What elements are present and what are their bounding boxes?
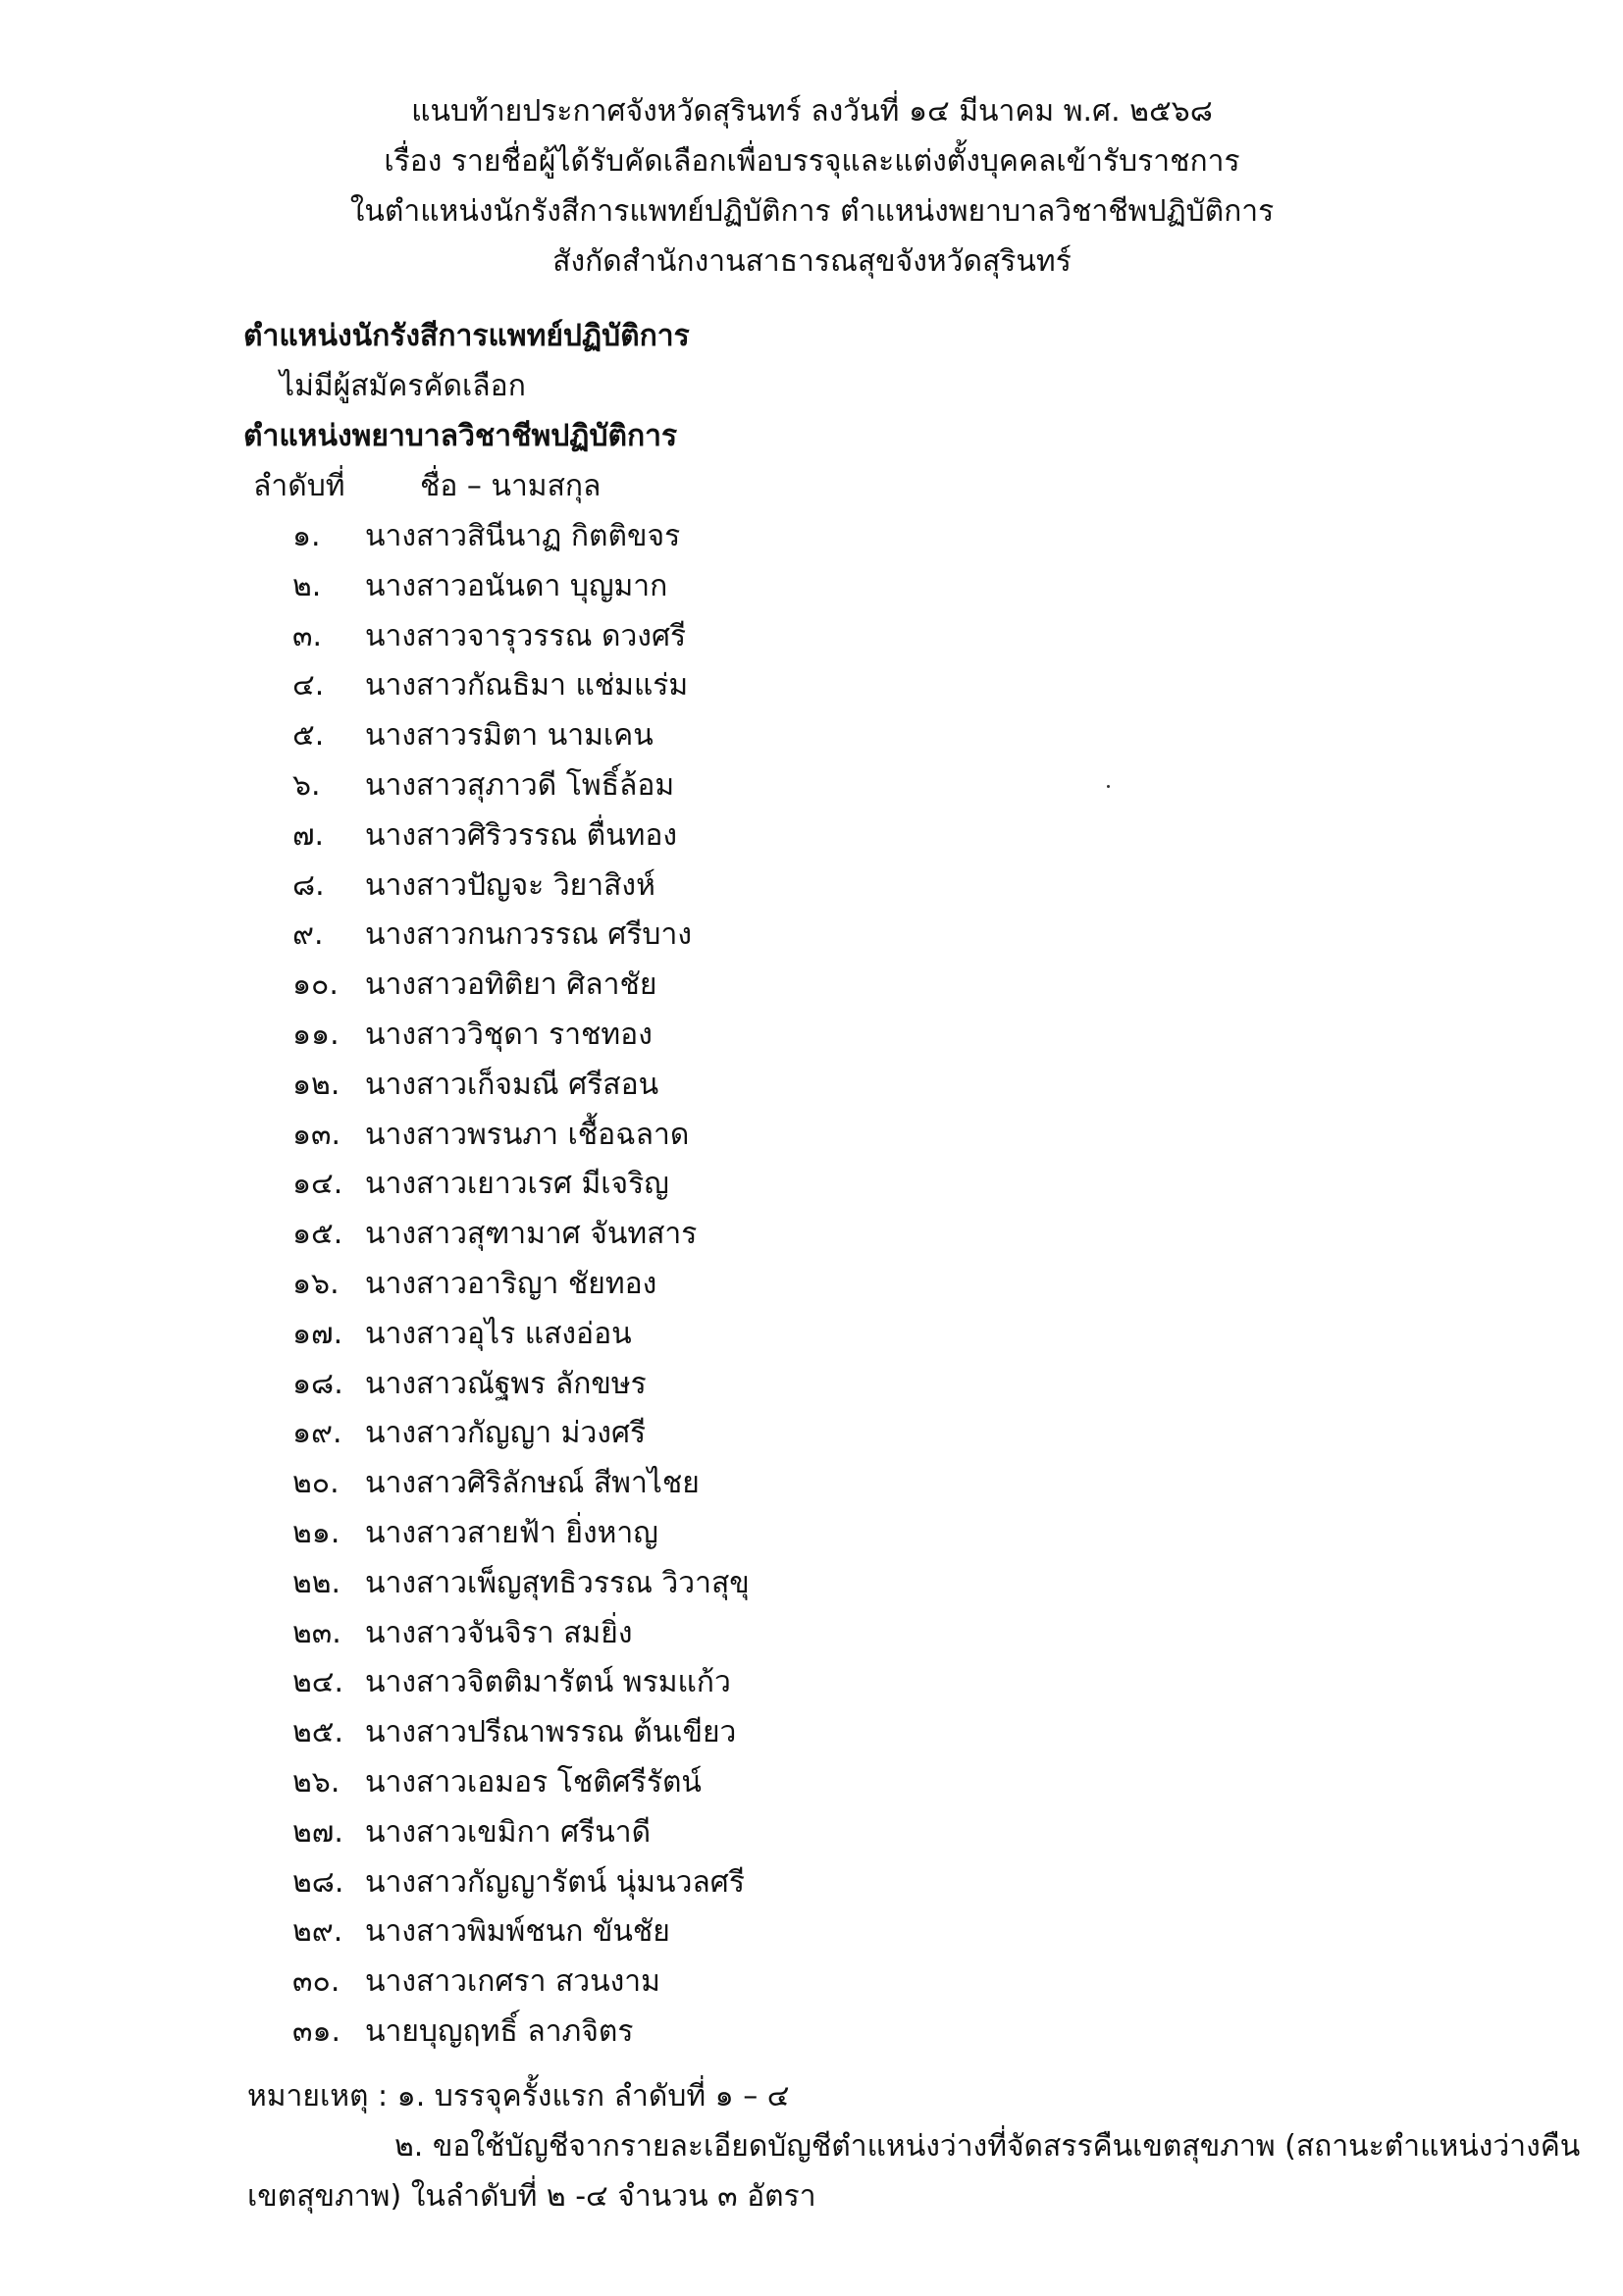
list-item — [0, 1514, 1623, 1564]
header-line-agency: สังกัดสำนักงานสาธารณสุขจังหวัดสุรินทร์ — [552, 244, 1072, 279]
list-item — [0, 866, 1623, 916]
list-item-name: นางสาวเขมิกา ศรีนาดี — [365, 1814, 652, 1850]
list-item-name: นางสาวอนันดา บุญมาก — [365, 568, 668, 603]
list-item-number: ๑๐. — [292, 967, 339, 1003]
list-item-number: ๑๖. — [292, 1266, 340, 1301]
list-item-number: ๒๖. — [292, 1764, 340, 1800]
list-item-name: นางสาวจันจิรา สมยิ่ง — [365, 1615, 633, 1650]
list-item-name: นางสาวจิตติมารัตน์ พรมแก้ว — [365, 1665, 731, 1700]
list-item-name: นางสาวปรีณาพรรณ ต้นเขียว — [365, 1715, 737, 1750]
list-item — [0, 617, 1623, 667]
list-item — [0, 517, 1623, 567]
list-item-number: ๑๕. — [292, 1217, 343, 1252]
list-item-number: ๓. — [292, 618, 323, 653]
column-header-order: ลำดับที่ — [253, 469, 345, 503]
list-item-number: ๑๓. — [292, 1117, 341, 1152]
list-item-name: นางสาวกัณธิมา แช่มแร่ม — [365, 668, 689, 704]
list-item-name: นางสาวรมิตา นามเคน — [365, 718, 654, 754]
list-item-name: นางสาวเก็จมณี ศรีสอน — [365, 1067, 659, 1102]
list-item — [0, 1265, 1623, 1315]
list-item-name: นางสาวกัญญา ม่วงศรี — [365, 1416, 647, 1451]
list-item — [0, 1165, 1623, 1215]
list-item — [0, 1713, 1623, 1763]
list-item-name: นางสาวเพ็ญสุทธิวรรณ วิวาสุขุ — [365, 1565, 750, 1600]
list-item-number: ๒๕. — [292, 1715, 344, 1750]
list-item-name: นายบุญฤทธิ์ ลาภจิตร — [365, 2013, 634, 2049]
list-item — [0, 567, 1623, 617]
list-item-number: ๑. — [292, 519, 321, 553]
remarks-line-1: หมายเหตุ : ๑. บรรจุครั้งแรก ลำดับที่ ๑ – ๔ — [247, 2079, 790, 2113]
list-item-name: นางสาวกัญญารัตน์ นุ่มนวลศรี — [365, 1864, 745, 1900]
list-item — [0, 816, 1623, 866]
list-item-name: นางสาวอาริญา ชัยทอง — [365, 1266, 657, 1301]
list-item-name: นางสาวสินีนาฏ กิตติขจร — [365, 519, 681, 553]
list-item — [0, 1564, 1623, 1614]
list-item-number: ๒๙. — [292, 1914, 343, 1950]
list-item — [0, 1863, 1623, 1913]
section-radiology-title: ตำแหน่งนักรังสีการแพทย์ปฏิบัติการ — [243, 319, 690, 353]
header-line-positions: ในตำแหน่งนักรังสีการแพทย์ปฏิบัติการ ตำแหน่งพยาบาลวิชาชีพปฏิบัติการ — [349, 194, 1275, 229]
list-item — [0, 915, 1623, 965]
list-item-name: นางสาวจารุวรรณ ดวงศรี — [365, 618, 687, 653]
list-item-name: นางสาวเอมอร โชติศรีรัตน์ — [365, 1764, 702, 1800]
list-item-name: นางสาวสายฟ้า ยิ่งหาญ — [365, 1515, 658, 1550]
list-item-number: ๘. — [292, 867, 325, 903]
list-item-name: นางสาวณัฐพร ลักขษร — [365, 1366, 647, 1401]
list-item-number: ๑๔. — [292, 1167, 343, 1202]
list-item-name: นางสาวอทิติยา ศิลาชัย — [365, 967, 657, 1003]
list-item — [0, 965, 1623, 1016]
list-item-name: นางสาวพรนภา เชื้อฉลาด — [365, 1117, 690, 1152]
list-item-number: ๗. — [292, 817, 325, 853]
list-item-number: ๒๔. — [292, 1665, 344, 1700]
list-item-number: ๑๗. — [292, 1316, 343, 1351]
list-item-name: นางสาวศิริวรรณ ตื่นทอง — [365, 817, 678, 853]
list-item-name: นางสาวสุฑามาศ จันทสาร — [365, 1217, 698, 1252]
column-header-name: ชื่อ – นามสกุล — [420, 469, 602, 503]
header-line-date: แนบท้ายประกาศจังหวัดสุรินทร์ ลงวันที่ ๑๔ มีนาคม พ.ศ. ๒๕๖๘ — [411, 94, 1213, 129]
list-item-name: นางสาวกนกวรรณ ศรีบาง — [365, 917, 692, 953]
list-item — [0, 1116, 1623, 1166]
list-item — [0, 1663, 1623, 1713]
list-item-name: นางสาวพิมพ์ชนก ขันชัย — [365, 1914, 670, 1950]
list-item — [0, 1962, 1623, 2012]
document-header — [245, 86, 1379, 287]
list-item-number: ๙. — [292, 917, 324, 953]
list-item — [0, 1614, 1623, 1664]
list-item — [0, 1215, 1623, 1265]
section-radiology-note: ไม่มีผู้สมัครคัดเลือก — [280, 369, 526, 403]
list-item-number: ๑๑. — [292, 1017, 340, 1052]
list-item-number: ๒๐. — [292, 1466, 340, 1501]
list-item-number: ๒. — [292, 568, 322, 603]
list-item — [0, 1016, 1623, 1066]
list-item — [0, 1414, 1623, 1464]
list-item-number: ๑๘. — [292, 1366, 343, 1401]
list-item-number: ๑๙. — [292, 1416, 342, 1451]
list-item-name: นางสาววิชุดา ราชทอง — [365, 1017, 653, 1052]
list-item-number: ๓๑. — [292, 2013, 341, 2049]
list-item — [0, 2012, 1623, 2062]
list-item-name: นางสาวเกศรา สวนงาม — [365, 1964, 660, 2000]
list-item-number: ๒๗. — [292, 1814, 343, 1850]
remarks-line-3: เขตสุขภาพ) ในลำดับที่ ๒ -๔ จำนวน ๓ อัตรา — [247, 2179, 816, 2214]
header-line-subject: เรื่อง รายชื่อผู้ได้รับคัดเลือกเพื่อบรรจุและแต่งตั้งบุคคลเข้ารับราชการ — [384, 144, 1240, 179]
name-list — [0, 517, 1623, 2062]
list-item — [0, 666, 1623, 716]
list-item-name: นางสาวสุภาวดี โพธิ์ล้อม — [365, 767, 675, 803]
list-item — [0, 1912, 1623, 1962]
list-item — [0, 1813, 1623, 1863]
list-item-name: นางสาวปัญจะ วิยาสิงห์ — [365, 867, 655, 903]
list-item — [0, 1066, 1623, 1116]
list-item-number: ๖. — [292, 767, 321, 803]
list-item — [0, 766, 1623, 816]
list-item — [0, 1365, 1623, 1415]
list-item — [0, 1315, 1623, 1365]
list-item-number: ๑๒. — [292, 1067, 340, 1102]
list-item-number: ๒๑. — [292, 1515, 340, 1550]
list-item-number: ๓๐. — [292, 1964, 340, 2000]
list-item-name: นางสาวศิริลักษณ์ สีพาไชย — [365, 1466, 700, 1501]
list-item-number: ๔. — [292, 668, 325, 704]
list-item — [0, 1763, 1623, 1813]
stray-dot — [1107, 785, 1110, 788]
list-item-name: นางสาวเยาวเรศ มีเจริญ — [365, 1167, 669, 1202]
list-item — [0, 1464, 1623, 1514]
list-item-name: นางสาวอุไร แสงอ่อน — [365, 1316, 632, 1351]
list-item-number: ๕. — [292, 718, 325, 754]
remarks-line-2: ๒. ขอใช้บัญชีจากรายละเอียดบัญชีตำแหน่งว่างที่จัดสรรคืนเขตสุขภาพ (สถานะตำแหน่งว่างคืน — [394, 2129, 1581, 2164]
list-item — [0, 716, 1623, 766]
list-item-number: ๒๒. — [292, 1565, 341, 1600]
list-item-number: ๒๘. — [292, 1864, 344, 1900]
list-item-number: ๒๓. — [292, 1615, 341, 1650]
section-nurse-title: ตำแหน่งพยาบาลวิชาชีพปฏิบัติการ — [243, 419, 678, 453]
